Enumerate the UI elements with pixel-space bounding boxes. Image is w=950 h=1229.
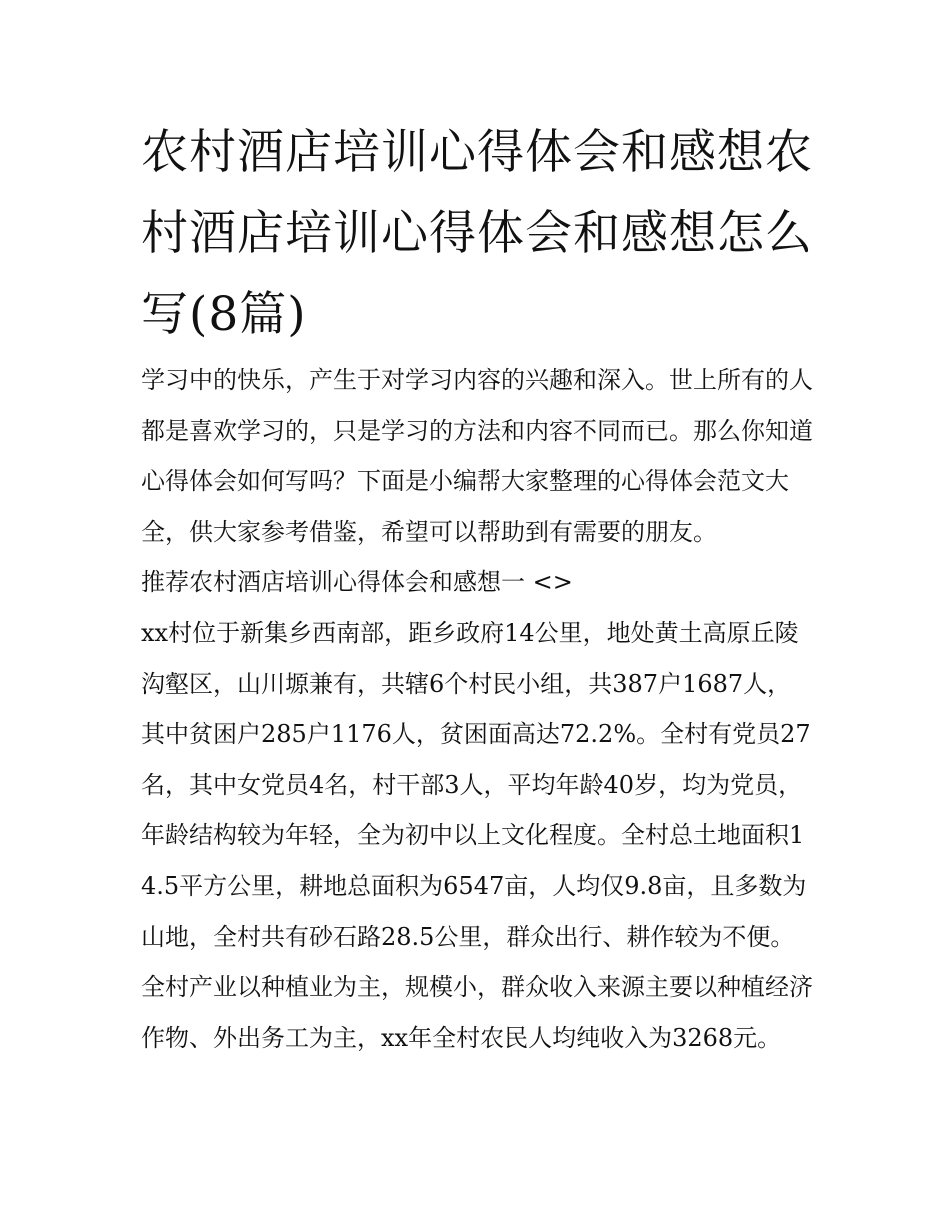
body-paragraph: xx村位于新集乡西南部，距乡政府14公里，地处黄土高原丘陵沟壑区，山川塬兼有，共辖6个村民小组，共387户1687人，其中贫困户285户1176人，贫困面高达72.2%。全村有党员27名，其中女党员4名，村干部3人，平均年龄40岁，均为党员，年龄结构较为年轻，全为初中以上文化程度。全村总土地面积14.5平方公里，耕地总面积为6547亩，人均仅9.8亩，且多数为山地，全村共有砂石路28.5公里，群众出行、耕作较为不便。全村产业以种植业为主，规模小，群众收入来源主要以种植经济作物、外出务工为主，xx年全村农民人均纯收入为3268元。	[141, 619, 813, 1052]
document-title: 农村酒店培训心得体会和感想农村酒店培训心得体会和感想怎么写(8篇)	[141, 125, 813, 342]
intro-paragraph: 学习中的快乐，产生于对学习内容的兴趣和深入。世上所有的人都是喜欢学习的，只是学习的方法和内容不同而已。那么你知道心得体会如何写吗？下面是小编帮大家整理的心得体会范文大全，供大家参考借鉴，希望可以帮助到有需要的朋友。	[141, 366, 813, 546]
recommend-heading: 推荐农村酒店培训心得体会和感想一 <>	[141, 568, 573, 596]
